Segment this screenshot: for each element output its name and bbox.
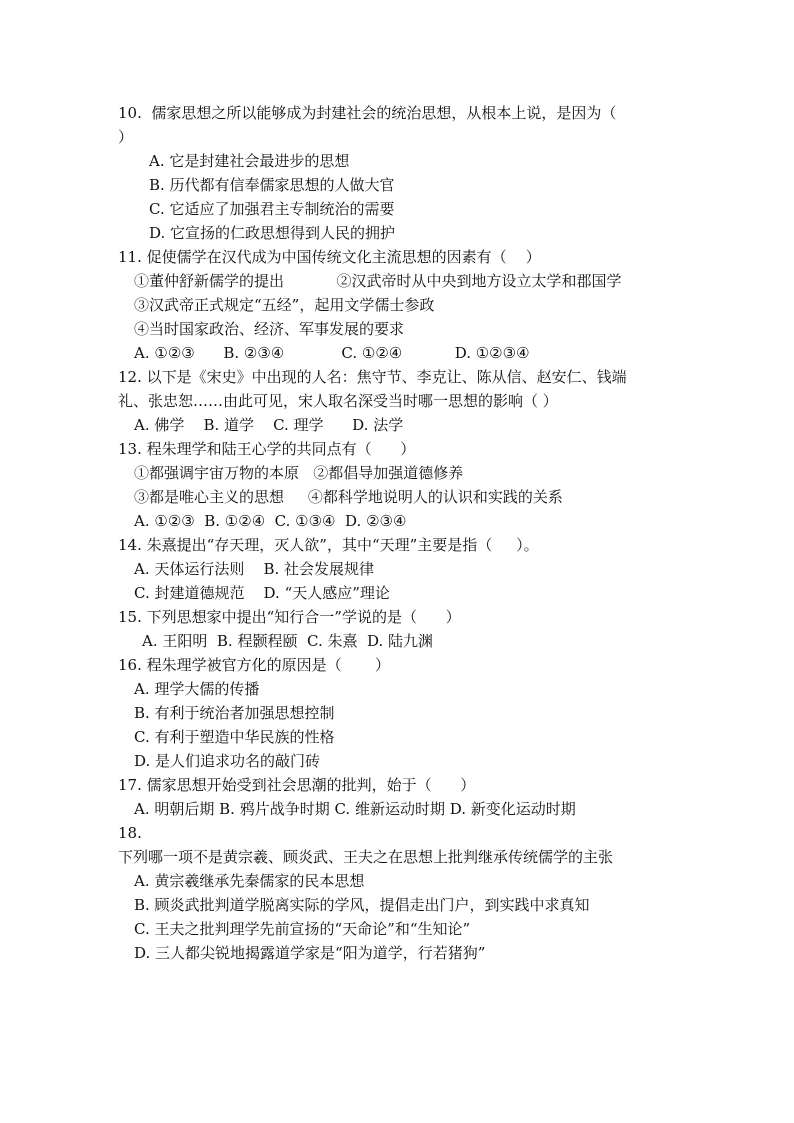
q16-option-a: A. 理学大儒的传播 xyxy=(134,680,260,698)
q10-option-a: A. 它是封建社会最进步的思想 xyxy=(149,152,350,170)
q18-option-a: A. 黄宗羲继承先秦儒家的民本思想 xyxy=(134,872,365,890)
q10-option-c: C. 它适应了加强君主专制统治的需要 xyxy=(149,200,395,218)
q12-stem: 12. 以下是《宋史》中出现的人名：焦守节、李克让、陈从信、赵安仁、钱端 xyxy=(118,368,627,386)
q17-stem: 17. 儒家思想开始受到社会思潮的批判，始于（ ） xyxy=(118,776,476,794)
q16-option-b: B. 有利于统治者加强思想控制 xyxy=(134,704,335,722)
q13-stem: 13. 程朱理学和陆王心学的共同点有（ ） xyxy=(118,440,416,458)
q14-stem: 14. 朱熹提出“存天理，灭人欲”，其中“天理”主要是指（ ）。 xyxy=(118,536,539,554)
q13-statement-3-4: ③都是唯心主义的思想 ④都科学地说明人的认识和实践的关系 xyxy=(134,488,563,506)
q11-statement-4: ④当时国家政治、经济、军事发展的要求 xyxy=(134,320,405,338)
q16-stem: 16. 程朱理学被官方化的原因是（ ） xyxy=(118,656,391,674)
q18-option-c: C. 王夫之批判理学先前宣扬的“天命论”和“生知论” xyxy=(134,920,471,938)
q16-option-c: C. 有利于塑造中华民族的性格 xyxy=(134,728,335,746)
q10-option-b: B. 历代都有信奉儒家思想的人做大官 xyxy=(149,176,395,194)
q11-statement-3: ③汉武帝正式规定“五经”，起用文学儒士参政 xyxy=(134,296,435,314)
q18-option-b: B. 顾炎武批判道学脱离实际的学风，提倡走出门户，到实践中求真知 xyxy=(134,896,590,914)
q13-options: A. ①②③ B. ①②④ C. ①③④ D. ②③④ xyxy=(134,512,407,530)
q10-stem: 10. 儒家思想之所以能够成为封建社会的统治思想，从根本上说，是因为（ xyxy=(118,104,617,122)
q15-options: A. 王阳明 B. 程颢程颐 C. 朱熹 D. 陆九渊 xyxy=(142,632,434,650)
q18-stem: 下列哪一项不是黄宗羲、顾炎武、王夫之在思想上批判继承传统儒学的主张 xyxy=(118,848,614,866)
q11-options: A. ①②③ B. ②③④ C. ①②④ D. ①②③④ xyxy=(134,344,530,362)
q17-options: A. 明朝后期 B. 鸦片战争时期 C. 维新运动时期 D. 新变化运动时期 xyxy=(134,800,576,818)
q16-option-d: D. 是人们追求功名的敲门砖 xyxy=(134,752,321,770)
q11-statement-1-2: ①董仲舒新儒学的提出 ②汉武帝时从中央到地方设立太学和郡国学 xyxy=(134,272,622,290)
q18-option-d: D. 三人都尖锐地揭露道学家是“阳为道学，行若猪狗” xyxy=(134,944,486,962)
q18-number: 18. xyxy=(118,824,142,842)
q14-options-cd: C. 封建道德规范 D. “天人感应”理论 xyxy=(134,584,390,602)
q13-statement-1-2: ①都强调宇宙万物的本原 ②都倡导加强道德修养 xyxy=(134,464,464,482)
q10-stem-cont: ） xyxy=(118,128,134,146)
q14-options-ab: A. 天体运行法则 B. 社会发展规律 xyxy=(134,560,375,578)
q12-stem-cont: 礼、张忠恕……由此可见，宋人取名深受当时哪一思想的影响（ ） xyxy=(118,392,558,410)
q10-option-d: D. 它宣扬的仁政思想得到人民的拥护 xyxy=(149,224,396,242)
q11-stem: 11. 促使儒学在汉代成为中国传统文化主流思想的因素有（ ） xyxy=(118,248,541,266)
q15-stem: 15. 下列思想家中提出“知行合一”学说的是（ ） xyxy=(118,608,461,626)
q12-options: A. 佛学 B. 道学 C. 理学 D. 法学 xyxy=(134,416,404,434)
